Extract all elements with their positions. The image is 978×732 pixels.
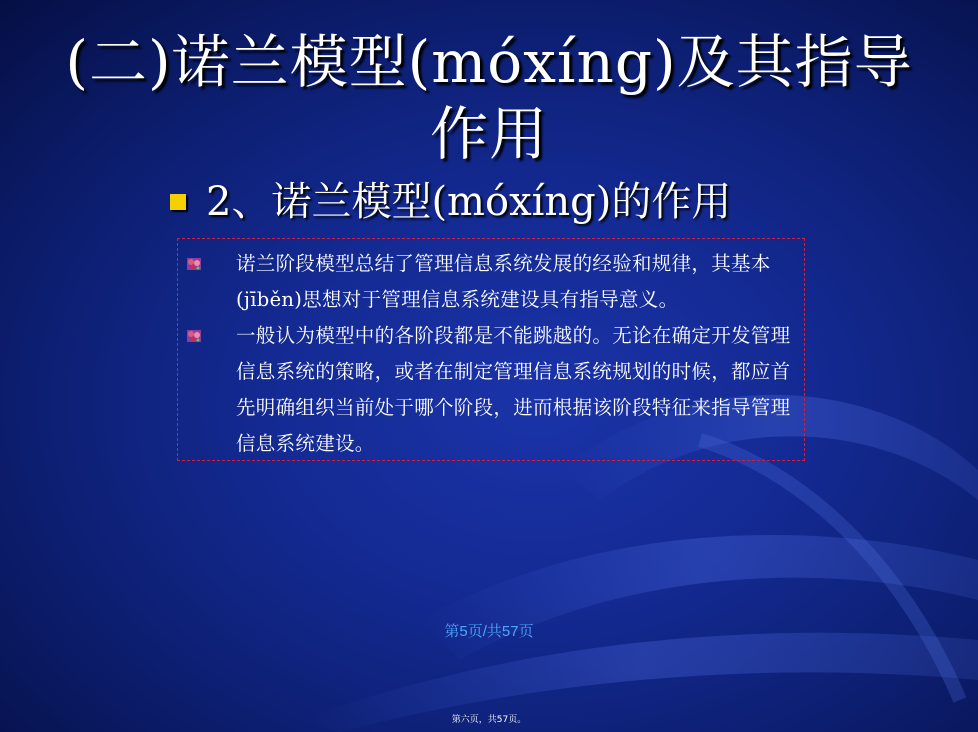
- subtitle-row: [170, 178, 731, 226]
- paragraph-2: 一般认为模型中的各阶段都是不能跳越的。无论在确定开发管理信息系统的策略，或者在制定管理信息系统规划的时候，都应首先明确组织当前处于哪个阶段，进而根据该阶段特征来指导管理信息系统建设。: [236, 324, 791, 455]
- content-box: [177, 238, 805, 461]
- slide-subtitle: 2、诺兰模型(móxíng)的作用: [206, 179, 732, 225]
- flower-bullet-icon: [187, 330, 201, 342]
- paragraph-1: 诺兰阶段模型总结了管理信息系统发展的经验和规律，其基本(jīběn)思想对于管理信息系统建设具有指导意义。: [236, 252, 771, 311]
- footer-page-note: 第六页，共57页。: [451, 715, 527, 725]
- flower-bullet-icon: [187, 258, 201, 270]
- yellow-square-bullet-icon: [170, 194, 186, 210]
- slide-title: (二)诺兰模型(móxíng)及其指导作用: [65, 28, 913, 168]
- page-number-link[interactable]: 第5页/共57页: [444, 623, 534, 640]
